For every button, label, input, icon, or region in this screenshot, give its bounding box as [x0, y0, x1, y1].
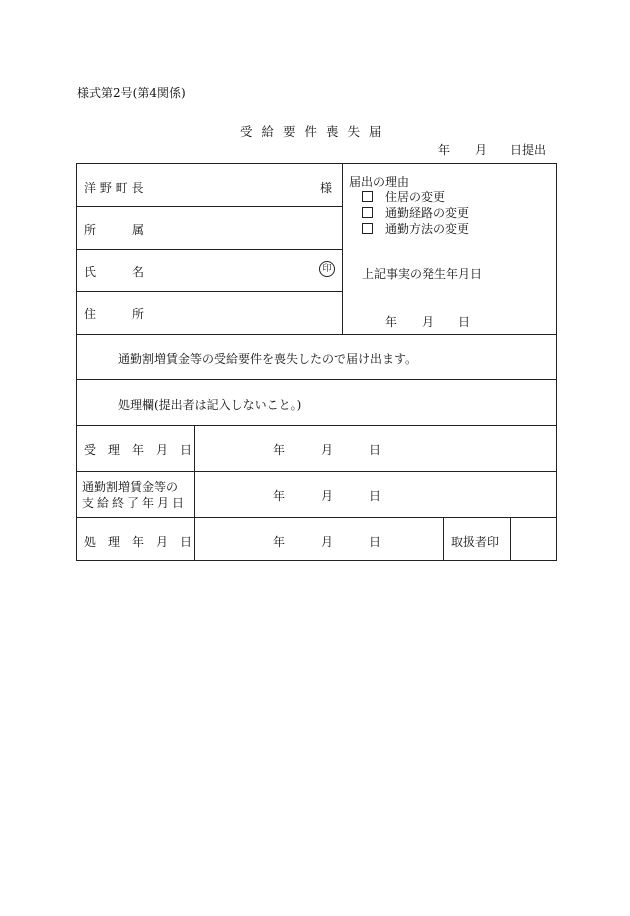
addressee-suffix: 様: [320, 181, 333, 195]
occurrence-month: 月: [422, 315, 435, 329]
submission-date: [438, 141, 546, 158]
receipt-day: 日: [369, 443, 382, 457]
form-number: 様式第2号(第4関係): [77, 86, 186, 100]
checkbox-icon[interactable]: [362, 223, 373, 234]
reason-item-method[interactable]: 通勤方法の変更: [362, 220, 469, 237]
checkbox-icon[interactable]: [362, 191, 373, 202]
submit-month-label: 月: [475, 143, 488, 157]
occurrence-date-label: 上記事実の発生年月日: [362, 267, 483, 281]
processing-year: 年: [273, 535, 286, 549]
receipt-year: 年: [273, 443, 286, 457]
checkbox-icon[interactable]: [362, 207, 373, 218]
addressee-label: 洋 野 町 長: [84, 181, 144, 195]
end-date-label-line2: 支給終了年月日: [82, 496, 188, 510]
affiliation-label: 所 属: [84, 223, 145, 237]
reason-item-route[interactable]: 通勤経路の変更: [362, 204, 469, 221]
receipt-month: 月: [321, 443, 334, 457]
processing-day: 日: [369, 535, 382, 549]
occurrence-year: 年: [385, 315, 398, 329]
end-date-label-line1: 通勤割増賃金等の: [82, 480, 179, 494]
processing-date-label: 処 理 年 月 日: [84, 535, 193, 549]
document-title: 受給要件喪失届: [240, 124, 391, 139]
handler-seal-label: 取扱者印: [451, 535, 500, 549]
handler-seal-box[interactable]: [511, 518, 555, 560]
form-table: [76, 163, 557, 561]
end-day: 日: [369, 489, 382, 503]
receipt-date-label: 受 理 年 月 日: [84, 443, 193, 457]
declaration-statement: 通勤割増賃金等の受給要件を喪失したので届け出ます。: [118, 352, 418, 366]
name-label: 氏 名: [84, 265, 145, 279]
address-label: 住 所: [84, 307, 145, 321]
submit-year-label: 年: [438, 143, 451, 157]
processing-month: 月: [321, 535, 334, 549]
submit-day-label: 日提出: [510, 143, 547, 157]
end-year: 年: [273, 489, 286, 503]
reason-heading: 届出の理由: [349, 175, 410, 189]
reason-item-residence[interactable]: 住居の変更: [362, 188, 445, 205]
occurrence-day: 日: [458, 315, 471, 329]
seal-mark-icon: 印: [319, 261, 335, 277]
end-month: 月: [321, 489, 334, 503]
processing-note: 処理欄(提出者は記入しないこと。): [118, 398, 302, 412]
